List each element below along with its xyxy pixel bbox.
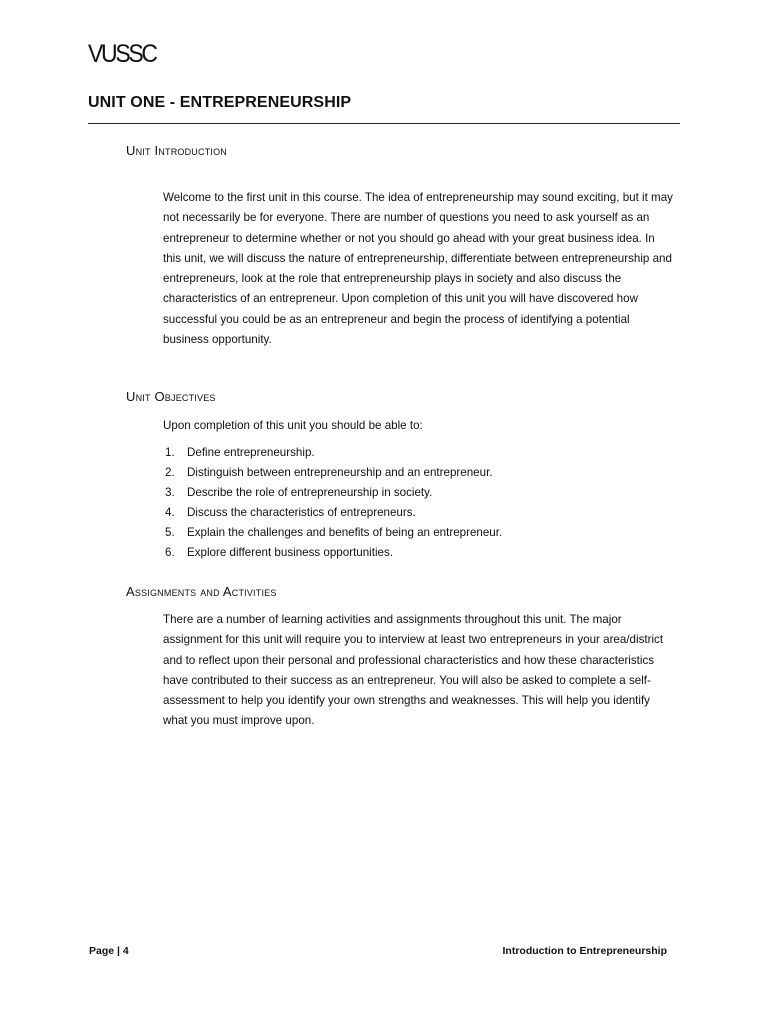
unit-introduction-heading: Unit Introduction: [126, 143, 228, 158]
list-item-number: 3.: [165, 486, 175, 499]
unit-introduction-body: Welcome to the first unit in this course. The idea of entrepreneurship may sound exciting, but it may not necessarily be for everyone. There are number of questions you need to ask yourself as an entrepreneur to determine whether or not you should go ahead with your great business idea. In this unit, we will discuss the nature of entrepreneurship, differentiate between entrepreneurship and entrepreneurs, look at the role that entrepreneurship plays in society and also discuss the characteristics of an entrepreneur. Upon completion of this unit you will have discovered how successful you could be as an entrepreneur and begin the process of identifying a potential business opportunity.: [163, 191, 673, 347]
list-item-text: Distinguish between entrepreneurship and an entrepreneur.: [187, 466, 493, 479]
list-item: [163, 543, 502, 563]
unit-objectives-heading: Unit Objectives: [126, 389, 216, 404]
vussc-logo: VUSSC: [88, 40, 156, 68]
unit-objectives-lead: Upon completion of this unit you should be able to:: [163, 419, 423, 432]
list-item-text: Explain the challenges and benefits of being an entrepreneur.: [187, 526, 503, 539]
list-item-text: Define entrepreneurship.: [187, 446, 315, 459]
assignments-heading: Assignments and Activities: [126, 584, 277, 599]
list-item-number: 6.: [165, 546, 175, 559]
unit-title: UNIT ONE - ENTREPRENEURSHIP: [88, 94, 352, 111]
assignments-body: There are a number of learning activities and assignments throughout this unit. The major assignment for this unit will require you to interview at least two entrepreneurs in your area/district and to reflect upon their personal and professional characteristics and how these characteristics have contributed to their success as an entrepreneur. You will also be asked to complete a self-assessment to help you identify your own strengths and weaknesses. This will help you identify what you must improve upon.: [163, 613, 664, 728]
objectives-list: [163, 443, 502, 563]
list-item-text: Explore different business opportunities.: [187, 546, 394, 559]
list-item-number: 5.: [165, 526, 175, 539]
list-item-number: 2.: [165, 466, 175, 479]
list-item-number: 1.: [165, 446, 175, 459]
list-item-text: Describe the role of entrepreneurship in society.: [187, 486, 433, 499]
list-item: [163, 503, 502, 523]
title-divider: [88, 123, 680, 124]
list-item: [163, 523, 502, 543]
list-item-text: Discuss the characteristics of entrepreneurs.: [187, 506, 416, 519]
list-item: [163, 443, 502, 463]
list-item: [163, 463, 502, 483]
page-number: Page | 4: [89, 945, 129, 957]
course-title: Introduction to Entrepreneurship: [502, 945, 667, 957]
list-item: [163, 483, 502, 503]
list-item-number: 4.: [165, 506, 175, 519]
